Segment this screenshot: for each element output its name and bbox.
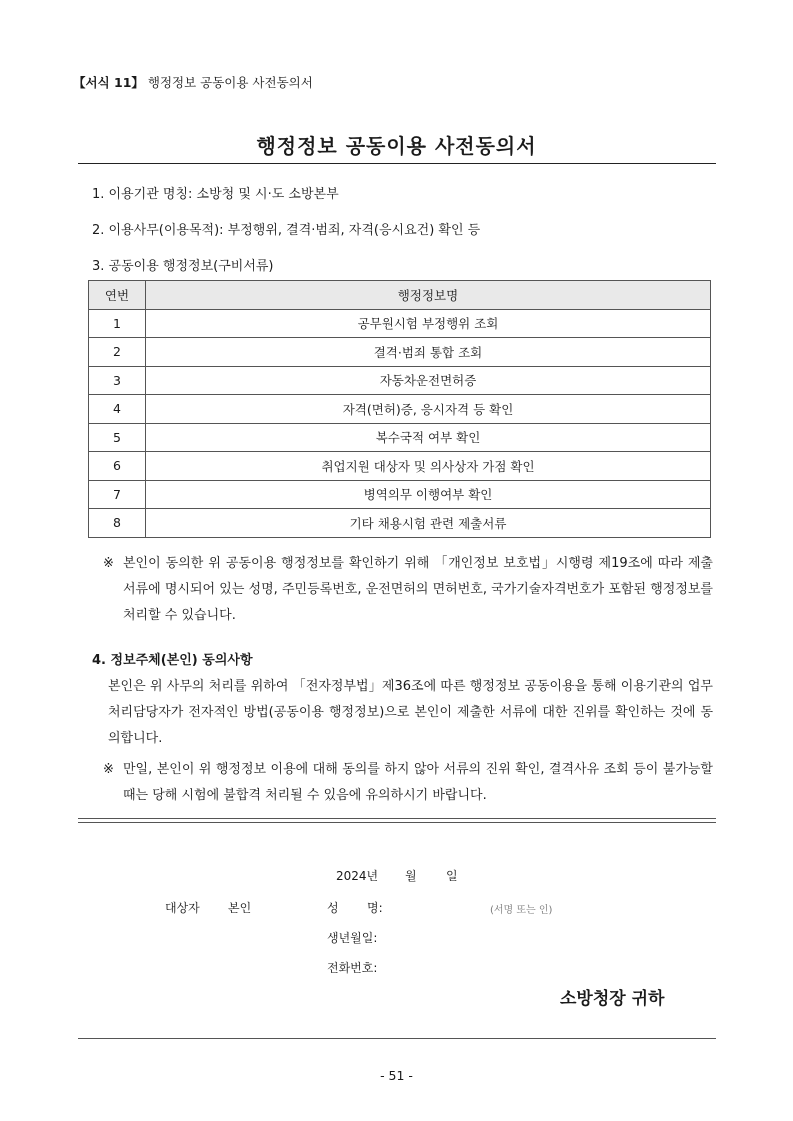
form-label-text: 행정정보 공동이용 사전동의서	[143, 75, 313, 90]
row-number: 1	[89, 309, 146, 338]
row-number: 4	[89, 395, 146, 424]
row-info-name: 복수국적 여부 확인	[146, 423, 711, 452]
page-title: 행정정보 공동이용 사전동의서	[256, 134, 537, 158]
table-row	[89, 423, 711, 452]
table-header-row	[89, 281, 711, 310]
name-label-first: 성	[327, 901, 339, 915]
row-info-name: 기타 채용시험 관련 제출서류	[146, 509, 711, 538]
privacy-note-text: 본인이 동의한 위 공동이용 행정정보를 확인하기 위해 「개인정보 보호법」시행령 제19조에 따라 제출서류에 명시되어 있는 성명, 주민등록번호, 운전면허의 면허번호, 국가기술자격번호가 포함된 행정정보를 처리할 수 있습니다.	[123, 556, 713, 623]
form-number: 【서식 11】	[73, 75, 144, 90]
row-number: 5	[89, 423, 146, 452]
row-number: 2	[89, 338, 146, 367]
subject-label: 대상자	[165, 901, 200, 915]
column-header-info-name: 행정정보명	[146, 281, 711, 310]
item-agency-name: 1. 이용기관 명칭: 소방청 및 시·도 소방본부	[92, 187, 339, 202]
consent-body: 본인은 위 사무의 처리를 위하여 「전자정부법」제36조에 따른 행정정보 공동이용을 통해 이용기관의 업무처리담당자가 전자적인 방법(공동이용 행정정보)으로 본인이 제출한 서류에 대한 진위를 확인하는 것에 동의합니다.	[108, 679, 713, 746]
addressee: 소방청장 귀하	[560, 989, 665, 1009]
section-divider	[78, 818, 716, 823]
date-day: 일	[446, 869, 458, 883]
table-row	[89, 338, 711, 367]
table-row	[89, 309, 711, 338]
signature-hint: (서명 또는 인)	[490, 905, 553, 916]
table-row	[89, 509, 711, 538]
row-info-name: 자격(면허)증, 응시자격 등 확인	[146, 395, 711, 424]
form-label	[73, 73, 313, 91]
phone-label: 전화번호:	[327, 961, 378, 975]
item-shared-info: 3. 공동이용 행정정보(구비서류)	[92, 259, 274, 274]
page-number: - 51 -	[380, 1068, 413, 1083]
note-mark: ※	[103, 556, 114, 571]
row-number: 6	[89, 452, 146, 481]
table-row	[89, 452, 711, 481]
column-header-number: 연번	[89, 281, 146, 310]
item-usage-purpose: 2. 이용사무(이용목적): 부정행위, 결격·범죄, 자격(응시요건) 확인 등	[92, 223, 481, 238]
date-year: 2024년	[336, 869, 379, 883]
warning-note	[103, 757, 715, 811]
row-info-name: 공무원시험 부정행위 조회	[146, 309, 711, 338]
date-month: 월	[405, 869, 417, 883]
shared-info-table	[88, 280, 711, 538]
row-number: 7	[89, 480, 146, 509]
row-number: 8	[89, 509, 146, 538]
row-info-name: 자동차운전면허증	[146, 366, 711, 395]
warning-note-text: 만일, 본인이 위 행정정보 이용에 대해 동의를 하지 않아 서류의 진위 확인, 결격사유 조회 등이 불가능할 때는 당해 시험에 불합격 처리될 수 있음에 유의하시기 바랍니다.	[123, 762, 713, 803]
row-info-name: 병역의무 이행여부 확인	[146, 480, 711, 509]
privacy-note	[103, 551, 715, 631]
table-row	[89, 366, 711, 395]
name-label-second: 명:	[367, 901, 383, 915]
note-mark: ※	[103, 762, 114, 777]
title-divider	[78, 163, 716, 164]
consent-section-title: 4. 정보주체(본인) 동의사항	[92, 653, 253, 668]
self-label: 본인	[228, 901, 252, 915]
row-info-name: 취업지원 대상자 및 의사상자 가점 확인	[146, 452, 711, 481]
birth-date-label: 생년월일:	[327, 931, 378, 945]
table-row	[89, 480, 711, 509]
row-number: 3	[89, 366, 146, 395]
bottom-divider	[78, 1038, 716, 1039]
row-info-name: 결격·범죄 통합 조회	[146, 338, 711, 367]
table-row	[89, 395, 711, 424]
